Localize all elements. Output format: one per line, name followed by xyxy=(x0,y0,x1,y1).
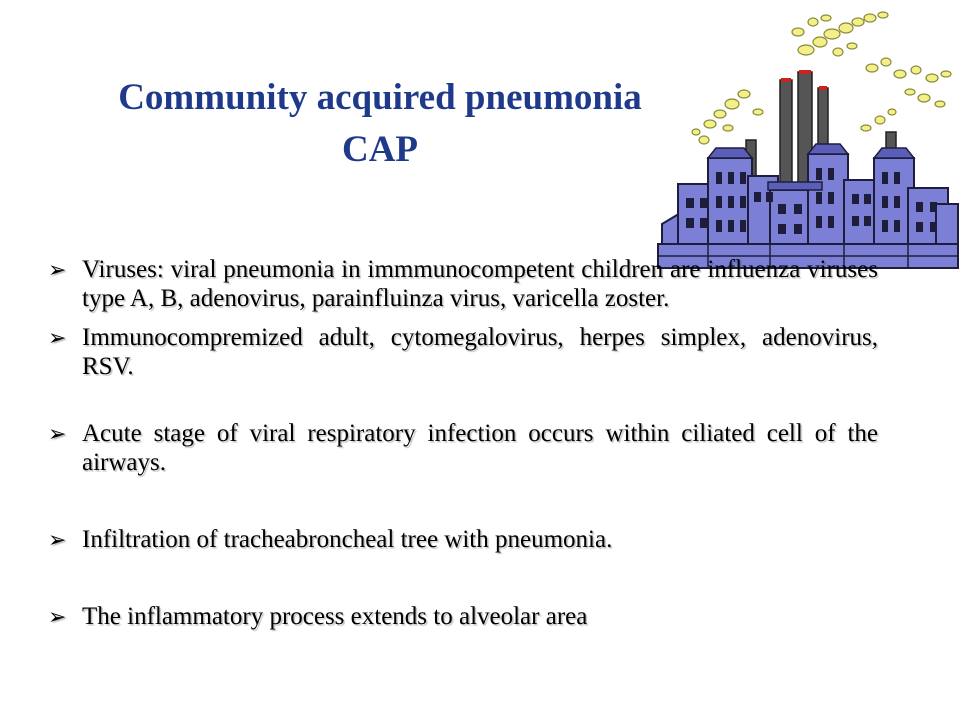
arrow-bullet-icon: ➢ xyxy=(48,422,67,447)
buildings xyxy=(658,154,958,268)
bullet-item xyxy=(48,525,878,554)
title-line-2: CAP xyxy=(341,129,419,170)
bullet-text: Viruses: viral pneumonia in immmunocompetent children are influenza viruses type A, B, adenovirus, parainfluinza virus, varicella zoster. xyxy=(82,256,878,312)
bullet-text: The inflammatory process extends to alveolar area xyxy=(82,603,588,630)
bullet-list xyxy=(48,255,878,631)
slide-title xyxy=(0,72,760,176)
bullet-text: Immunocompremized adult, cytomegalovirus, herpes simplex, adenovirus, RSV. xyxy=(82,324,878,380)
bullet-item xyxy=(48,419,878,477)
bullet-text: Infiltration of tracheabroncheal tree with pneumonia. xyxy=(82,526,613,553)
arrow-bullet-icon: ➢ xyxy=(48,326,67,351)
arrow-bullet-icon: ➢ xyxy=(48,605,67,630)
bullet-item xyxy=(48,255,878,313)
title-line-1: Community acquired pneumonia xyxy=(118,77,642,118)
factory-icon xyxy=(648,8,960,270)
arrow-bullet-icon: ➢ xyxy=(48,258,67,283)
arrow-bullet-icon: ➢ xyxy=(48,528,67,553)
bullet-item xyxy=(48,602,878,631)
bullet-item xyxy=(48,323,878,381)
bullet-text: Acute stage of viral respiratory infection occurs within ciliated cell of the airways. xyxy=(82,420,878,476)
